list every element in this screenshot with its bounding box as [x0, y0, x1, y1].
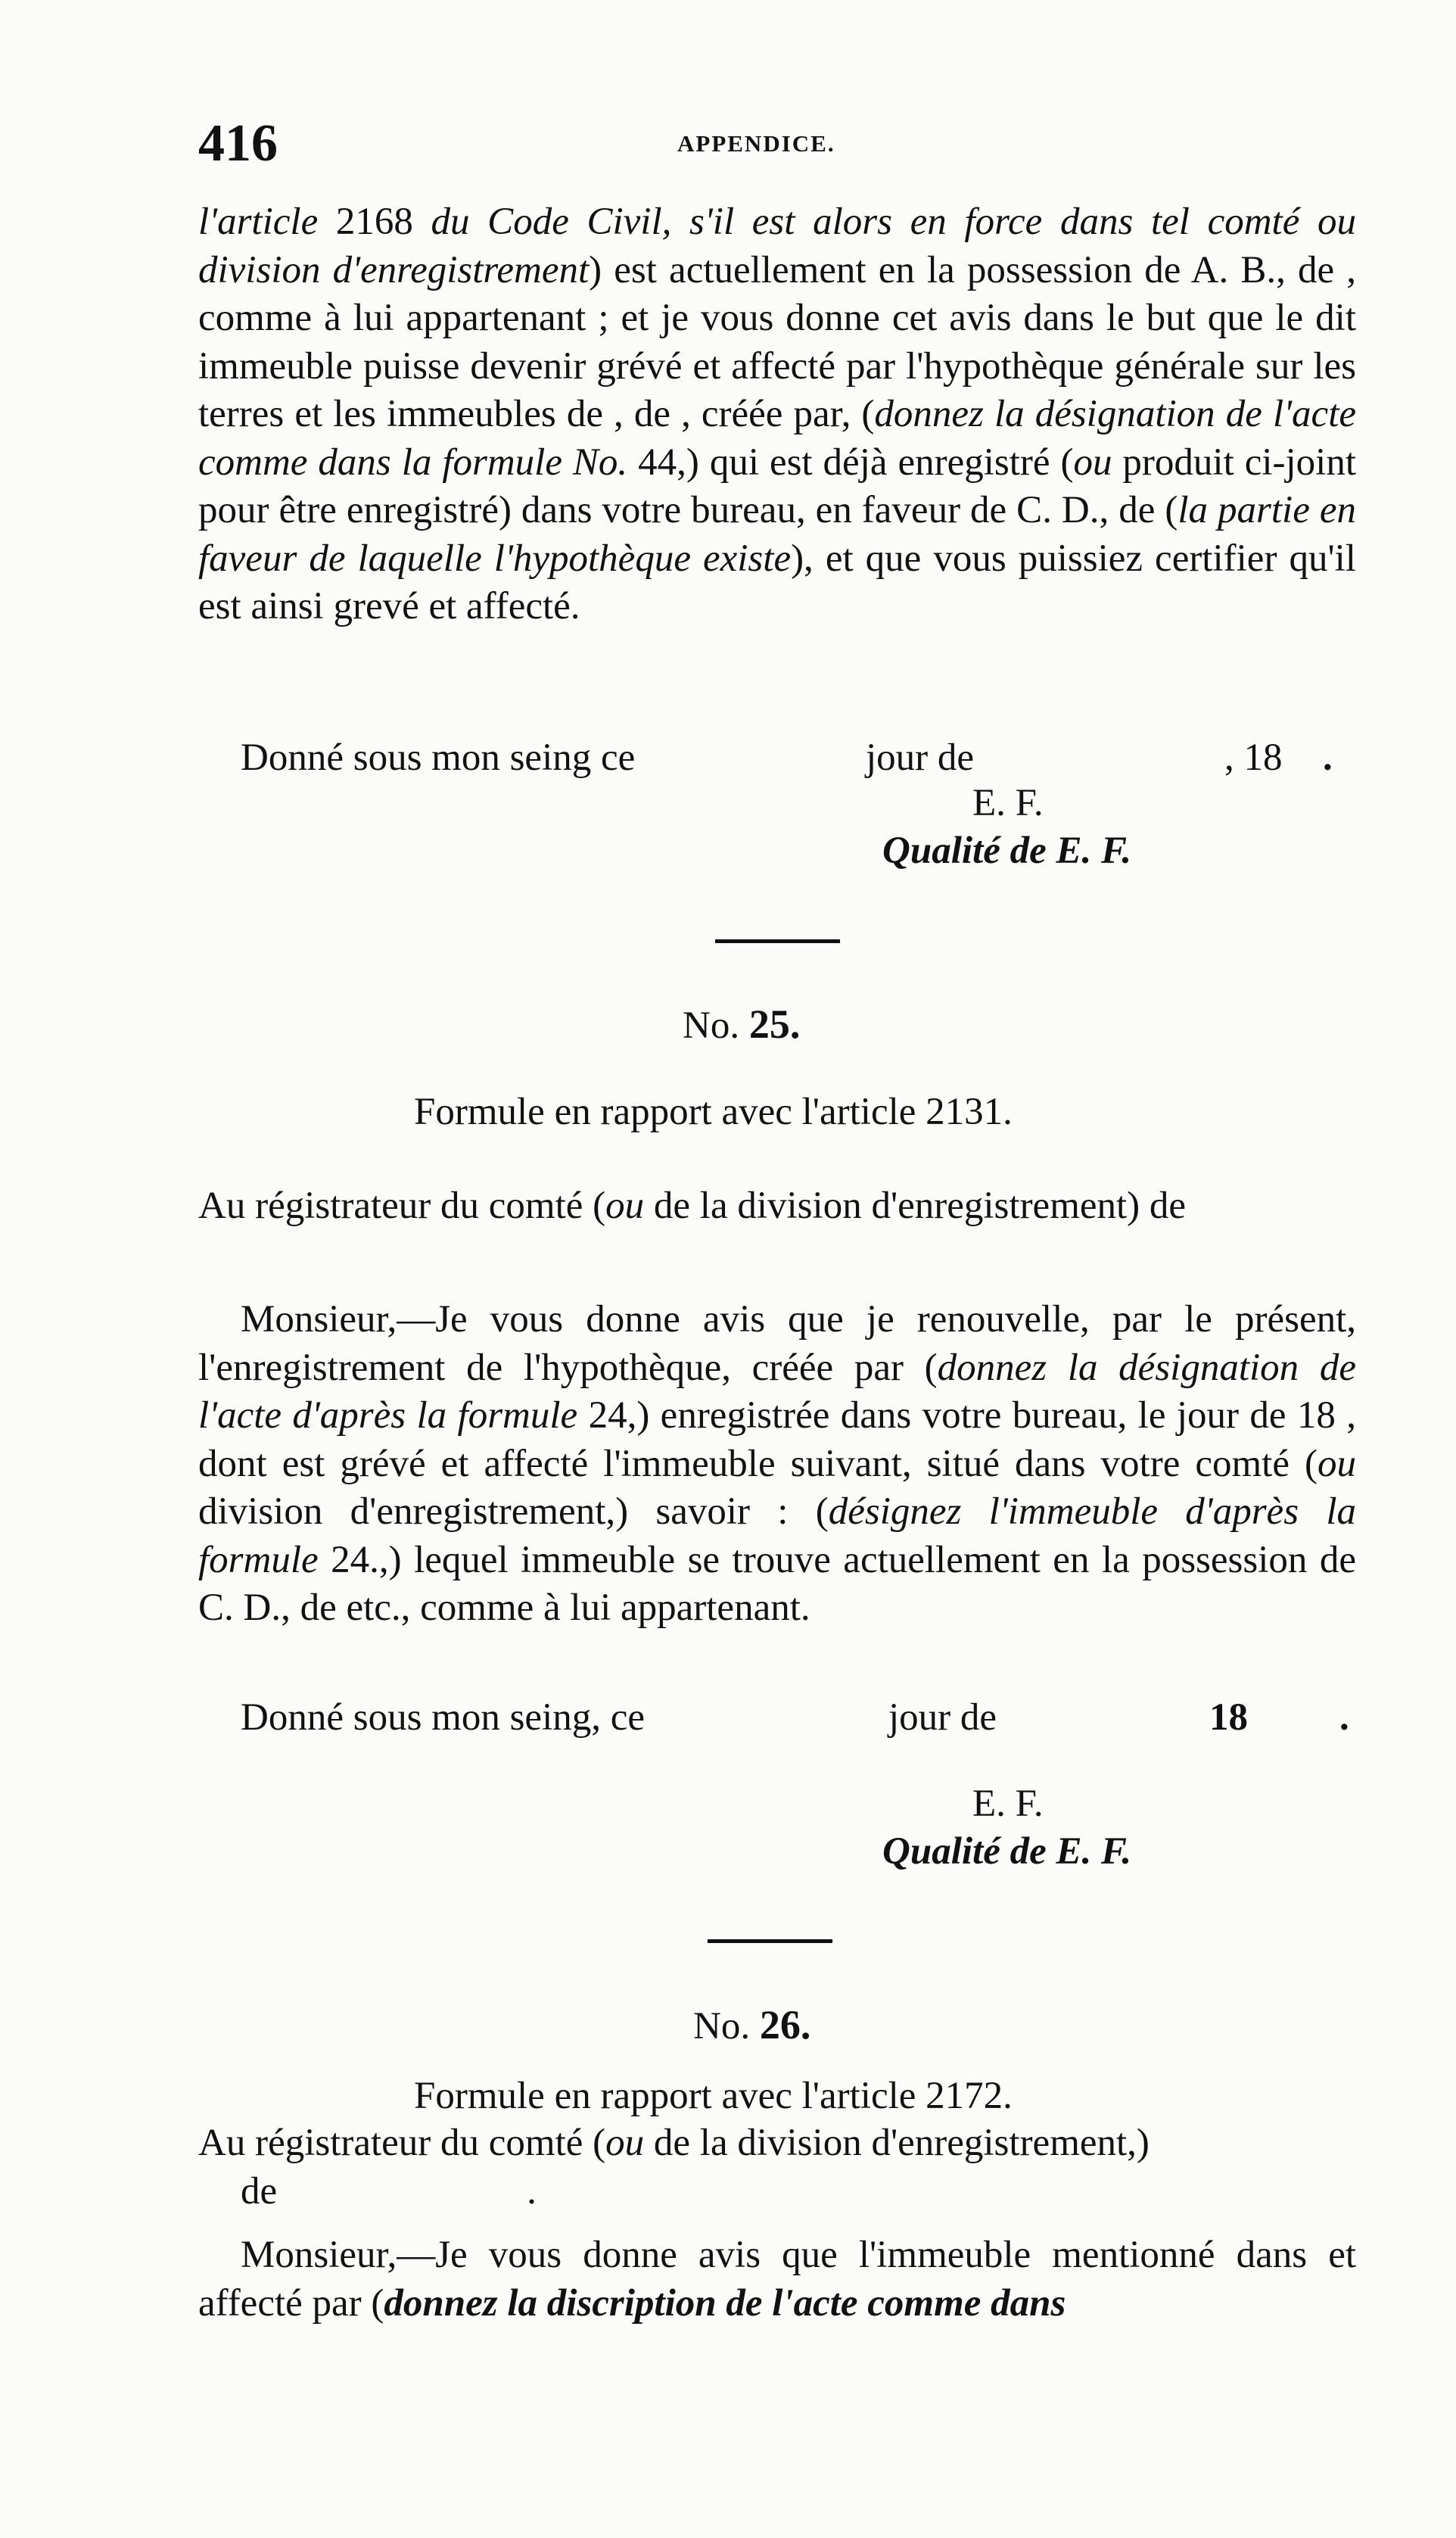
- form-26-subtitle: Formule en rapport avec l'article 2172.: [414, 2075, 1013, 2117]
- signature-end: .: [1323, 736, 1333, 779]
- section-divider: [715, 939, 840, 943]
- intro-text: l'article 2168 du Code Civil, s'il est alors en force dans tel comté ou division d'enregistrement) est actuellement en la possession de A. B., de , comme à lui appartenant ; et je vous donne cet avis dans le but que le dit immeuble puisse devenir grévé et affecté par l'hypothèque générale sur les terres et les immeubles de , de , créée par, (donnez la désignation de l'acte comme dans la formule No. 44,) qui est déjà enregistré (ou produit ci-joint pour être enregistré) dans votre bureau, en faveur de C. D., de (la partie en faveur de laquelle l'hypothèque existe), et que vous puissiez certifier qu'il est ainsi grevé et affecté.: [198, 201, 1356, 627]
- form-26-body: Monsieur,—Je vous donne avis que l'immeuble mentionné dans et affecté par (donnez la discription de l'acte comme dans: [198, 2234, 1356, 2325]
- page-number: 416: [198, 114, 278, 173]
- signature-block-1: [882, 780, 1132, 875]
- page-header: [198, 114, 1356, 182]
- form-25-address: Au régistrateur du comté (ou de la division d'enregistrement) de: [198, 1185, 1187, 1227]
- form-26-address: Au régistrateur du comté (ou de la division d'enregistrement,) de .: [198, 2122, 1150, 2213]
- intro-paragraph: [198, 198, 1356, 631]
- signature-line-2: [241, 1696, 1356, 1744]
- signature-given: Donné sous mon seing ce: [241, 736, 636, 779]
- form-25-heading: No. 25.: [683, 1001, 801, 1047]
- signature-day: jour de: [866, 736, 975, 779]
- signature-given: Donné sous mon seing, ce: [241, 1696, 646, 1739]
- form-25-subtitle: Formule en rapport avec l'article 2131.: [414, 1091, 1013, 1133]
- signature-line-1: [241, 736, 1356, 784]
- signature-day: jour de: [888, 1696, 997, 1739]
- section-divider: [708, 1939, 832, 1943]
- signature-year: , 18: [1224, 736, 1283, 779]
- form-26-heading: No. 26.: [693, 2002, 811, 2048]
- signatory-quality: Qualité de E. F.: [882, 1830, 1132, 1873]
- signature-block-2: [882, 1780, 1132, 1876]
- signatory-name: E. F.: [972, 782, 1044, 824]
- signatory-quality: Qualité de E. F.: [882, 830, 1132, 872]
- signature-end: .: [1339, 1696, 1349, 1739]
- signature-year: 18: [1209, 1696, 1248, 1739]
- running-head: APPENDICE.: [677, 130, 835, 157]
- signatory-name: E. F.: [972, 1783, 1044, 1825]
- form-25-body: Monsieur,—Je vous donne avis que je renouvelle, par le présent, l'enregistrement de l'hypothèque, créée par (donnez la désignation de l'acte d'après la formule 24,) enregistrée dans votre bureau, le jour de 18 , dont est grévé et affecté l'immeuble suivant, situé dans votre comté (ou division d'enregistrement,) savoir : (désignez l'immeuble d'après la formule 24.,) lequel immeuble se trouve actuellement en la possession de C. D., de etc., comme à lui appartenant.: [198, 1298, 1356, 1629]
